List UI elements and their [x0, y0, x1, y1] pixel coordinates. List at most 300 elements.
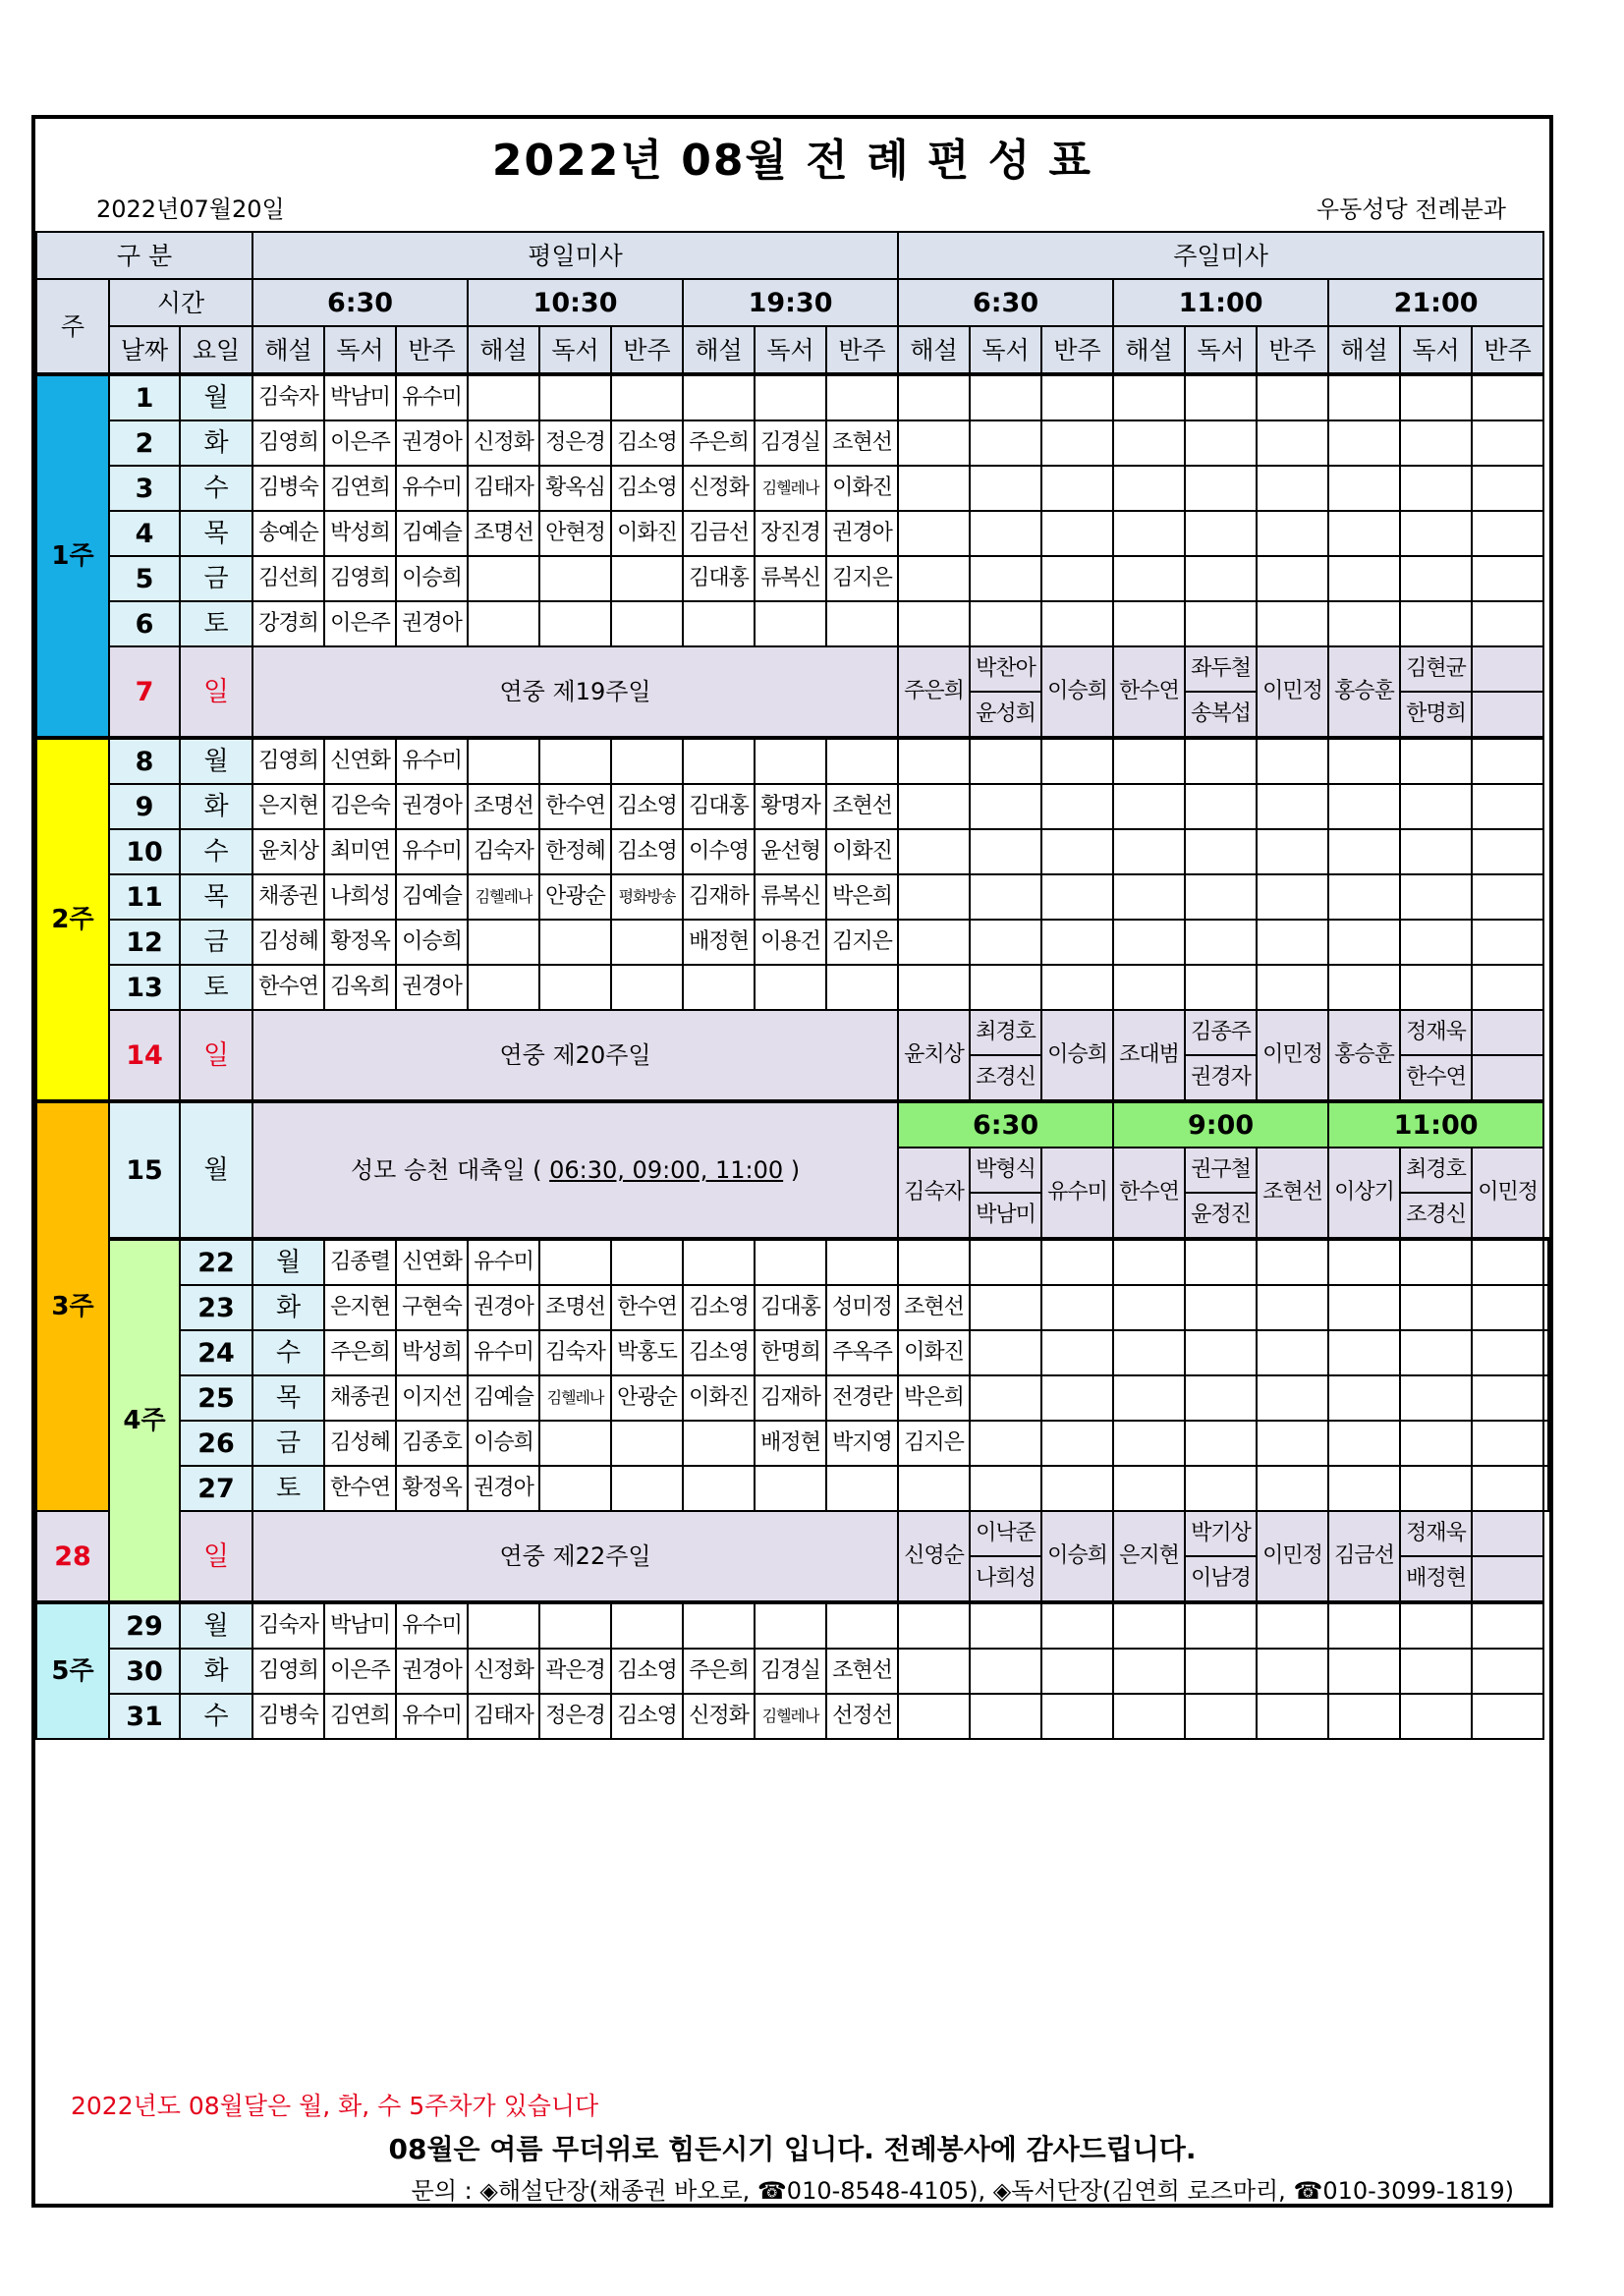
assignee-cell: 김헬레나: [468, 874, 539, 920]
assignee-cell: 김재하: [755, 1375, 826, 1421]
assignee-cell: 김대홍: [683, 556, 755, 601]
assignee-cell: 권경아: [396, 784, 468, 829]
header-role: 해설: [1113, 326, 1185, 374]
assignee-cell: 황정옥: [396, 1466, 468, 1511]
assignee-cell: 이화진: [826, 466, 898, 511]
assignee-cell: [826, 1239, 898, 1285]
assignee-cell: 김태자: [468, 1694, 539, 1739]
day-cell: 금: [180, 920, 252, 965]
assignee-cell: 황옥심: [539, 466, 611, 511]
assignee-cell: 이승희: [1041, 646, 1113, 738]
assignee-cell: 이승희: [1041, 1511, 1113, 1602]
day-cell: 월: [180, 374, 252, 420]
empty-cell: [1328, 1285, 1400, 1330]
empty-cell: [1257, 1466, 1328, 1511]
assignee-cell: [468, 601, 539, 646]
date-cell: 31: [109, 1694, 180, 1739]
assignee-cell: 유수미: [396, 738, 468, 784]
empty-cell: [1328, 738, 1400, 784]
footer-thanks: 08월은 여름 무더위로 힘든시기 입니다. 전례봉사에 감사드립니다.: [388, 2133, 1197, 2165]
empty-cell: [1185, 829, 1257, 874]
assignee-cell: 주옥주: [826, 1330, 898, 1375]
assignee-cell: 유수미: [396, 1694, 468, 1739]
empty-cell: [970, 920, 1041, 965]
empty-cell: [1472, 1421, 1543, 1466]
empty-cell: [1257, 511, 1328, 556]
assignee-cell: 김재하: [683, 874, 755, 920]
assignee-cell: 김헬레나: [539, 1375, 611, 1421]
assignee-cell: 한명희: [1400, 692, 1472, 738]
assignee-cell: 조대범: [1113, 1010, 1185, 1101]
empty-cell: [1400, 466, 1472, 511]
empty-cell: [1257, 784, 1328, 829]
assignee-cell: 이화진: [611, 511, 683, 556]
assignee-cell: [468, 920, 539, 965]
assignee-cell: [468, 556, 539, 601]
assignee-cell: [611, 1239, 683, 1285]
day-cell: 목: [180, 874, 252, 920]
assignee-cell: [539, 738, 611, 784]
empty-cell: [970, 1375, 1041, 1421]
empty-cell: [970, 374, 1041, 420]
assignee-cell: [468, 965, 539, 1010]
assignee-cell: 윤성희: [970, 692, 1041, 738]
empty-cell: [1113, 1330, 1185, 1375]
assignee-cell: [539, 374, 611, 420]
empty-cell: [970, 1285, 1041, 1330]
assignee-cell: 유수미: [396, 829, 468, 874]
empty-cell: [1257, 874, 1328, 920]
empty-cell: [1113, 1466, 1185, 1511]
empty-cell: [1472, 874, 1543, 920]
assignee-cell: 송예순: [252, 511, 324, 556]
assignee-cell: 김성혜: [324, 1421, 396, 1466]
empty-cell: [1472, 1466, 1543, 1511]
empty-cell: [1041, 1466, 1113, 1511]
assignee-cell: 배정현: [683, 920, 755, 965]
assignee-cell: 권경아: [396, 965, 468, 1010]
week-label: 2주: [36, 738, 109, 1101]
header-role: 독서: [539, 326, 611, 374]
date-cell: 29: [109, 1602, 180, 1649]
empty-cell: [1041, 965, 1113, 1010]
assignee-cell: 박찬아: [970, 646, 1041, 692]
time-sunday-3: 21:00: [1328, 279, 1543, 326]
assignee-cell: 김종렬: [324, 1239, 396, 1285]
empty-cell: [1472, 511, 1543, 556]
date-cell: 9: [109, 784, 180, 829]
assignee-cell: 김숙자: [539, 1330, 611, 1375]
empty-cell: [898, 601, 970, 646]
week-label: 4주: [109, 1239, 180, 1602]
empty-cell: [1472, 784, 1543, 829]
header-role: 반주: [826, 326, 898, 374]
assignee-cell: 김병숙: [252, 1694, 324, 1739]
assignee-cell: [898, 1239, 970, 1285]
assignee-cell: 신정화: [683, 1694, 755, 1739]
assignee-cell: 류복신: [755, 556, 826, 601]
empty-cell: [1185, 374, 1257, 420]
empty-cell: [1185, 920, 1257, 965]
assignee-cell: 안현정: [539, 511, 611, 556]
empty-cell: [1400, 874, 1472, 920]
assignee-cell: 신정화: [683, 466, 755, 511]
assignee-cell: [683, 601, 755, 646]
empty-cell: [1041, 511, 1113, 556]
assignee-cell: 신정화: [468, 420, 539, 466]
empty-cell: [898, 1602, 970, 1649]
empty-cell: [1257, 920, 1328, 965]
empty-cell: [1472, 1602, 1543, 1649]
assignee-cell: 박지영: [826, 1421, 898, 1466]
empty-cell: [1185, 1239, 1257, 1285]
assignee-cell: 김소영: [611, 1649, 683, 1694]
date-cell: 24: [180, 1330, 252, 1375]
sunday-label-text: 연중 제20주일: [499, 1041, 651, 1069]
empty-cell: [1185, 1375, 1257, 1421]
assignee-cell: 조현선: [826, 1649, 898, 1694]
empty-cell: [1041, 1285, 1113, 1330]
empty-cell: [898, 556, 970, 601]
day-cell: 일: [180, 646, 252, 738]
assignee-cell: 최경호: [970, 1010, 1041, 1055]
header-role: 해설: [468, 326, 539, 374]
feast-time: 11:00: [1328, 1101, 1543, 1148]
empty-cell: [1113, 466, 1185, 511]
empty-cell: [898, 466, 970, 511]
empty-cell: [1041, 1421, 1113, 1466]
assignee-cell: 이민정: [1257, 1010, 1328, 1101]
empty-cell: [898, 420, 970, 466]
date-cell: 22: [180, 1239, 252, 1285]
empty-cell: [898, 920, 970, 965]
assignee-cell: 권경자: [1185, 1055, 1257, 1101]
empty-cell: [1472, 1010, 1543, 1055]
assignee-cell: 주은희: [683, 1649, 755, 1694]
assignee-cell: 조현선: [1257, 1148, 1328, 1239]
assignee-cell: [826, 374, 898, 420]
assignee-cell: 권구철: [1185, 1148, 1257, 1193]
empty-cell: [1185, 1285, 1257, 1330]
header-role: 반주: [1041, 326, 1113, 374]
empty-cell: [1041, 1375, 1113, 1421]
empty-cell: [898, 1694, 970, 1739]
assignee-cell: 권경아: [396, 1649, 468, 1694]
day-cell: 화: [252, 1285, 324, 1330]
assignee-cell: 김대홍: [683, 784, 755, 829]
issue-date: 2022년07월20일: [96, 196, 285, 223]
day-cell: 수: [180, 1694, 252, 1739]
assignee-cell: [611, 1421, 683, 1466]
assignee-cell: 채종권: [324, 1375, 396, 1421]
header-role: 독서: [755, 326, 826, 374]
date-cell: 12: [109, 920, 180, 965]
empty-cell: [1328, 1421, 1400, 1466]
assignee-cell: 유수미: [396, 466, 468, 511]
assignee-cell: 김경실: [755, 1649, 826, 1694]
time-weekday-1: 6:30: [252, 279, 468, 326]
assignee-cell: [468, 1602, 539, 1649]
day-cell: 수: [180, 829, 252, 874]
empty-cell: [1400, 1239, 1472, 1285]
empty-cell: [1113, 965, 1185, 1010]
empty-cell: [1185, 420, 1257, 466]
assignee-cell: 김병숙: [252, 466, 324, 511]
empty-cell: [898, 874, 970, 920]
empty-cell: [1400, 920, 1472, 965]
assignee-cell: [683, 374, 755, 420]
empty-cell: [1185, 1694, 1257, 1739]
empty-cell: [1543, 1466, 1548, 1511]
empty-cell: [1041, 374, 1113, 420]
assignee-cell: 정은경: [539, 1694, 611, 1739]
header-role: 독서: [1185, 326, 1257, 374]
day-cell: 토: [252, 1466, 324, 1511]
assignee-cell: [683, 1239, 755, 1285]
assignee-cell: [468, 374, 539, 420]
assignee-cell: 이남경: [1185, 1556, 1257, 1602]
empty-cell: [1113, 1649, 1185, 1694]
assignee-cell: 김금선: [1328, 1511, 1400, 1602]
empty-cell: [1400, 1421, 1472, 1466]
empty-cell: [1328, 511, 1400, 556]
assignee-cell: [539, 965, 611, 1010]
assignee-cell: 조명선: [539, 1285, 611, 1330]
empty-cell: [1041, 738, 1113, 784]
assignee-cell: 홍승훈: [1328, 1010, 1400, 1101]
assignee-cell: 박은희: [826, 874, 898, 920]
assignee-cell: 한수연: [539, 784, 611, 829]
assignee-cell: 이민정: [1472, 1148, 1543, 1239]
empty-cell: [1328, 1239, 1400, 1285]
assignee-cell: 박홍도: [611, 1330, 683, 1375]
empty-cell: [1113, 1421, 1185, 1466]
header-week: 주: [36, 279, 109, 374]
assignee-cell: 김선희: [252, 556, 324, 601]
sunday-label: [252, 1511, 898, 1602]
assignee-cell: 이승희: [396, 556, 468, 601]
date-cell: 11: [109, 874, 180, 920]
empty-cell: [1543, 1330, 1548, 1375]
assignee-cell: 강경희: [252, 601, 324, 646]
assignee-cell: 신영순: [898, 1511, 970, 1602]
assignee-cell: [611, 601, 683, 646]
assignee-cell: [468, 738, 539, 784]
assignee-cell: 김은숙: [324, 784, 396, 829]
day-cell: 토: [180, 601, 252, 646]
empty-cell: [1257, 829, 1328, 874]
empty-cell: [1185, 511, 1257, 556]
empty-cell: [970, 829, 1041, 874]
assignee-cell: 이수영: [683, 829, 755, 874]
week-label: 5주: [36, 1602, 109, 1739]
assignee-cell: 김소영: [611, 1694, 683, 1739]
assignee-cell: 이화진: [683, 1375, 755, 1421]
assignee-cell: 한수연: [1113, 1148, 1185, 1239]
empty-cell: [970, 1466, 1041, 1511]
assignee-cell: 조현선: [898, 1285, 970, 1330]
assignee-cell: 박남미: [324, 1602, 396, 1649]
day-cell: 월: [180, 1602, 252, 1649]
assignee-cell: 권경아: [396, 601, 468, 646]
parish-name: 우동성당 전례분과: [1316, 196, 1506, 223]
header-role: 해설: [683, 326, 755, 374]
header-role: 해설: [1328, 326, 1400, 374]
feast-label: [252, 1101, 898, 1239]
empty-cell: [1400, 511, 1472, 556]
assignee-cell: 김태자: [468, 466, 539, 511]
day-cell: 화: [180, 420, 252, 466]
empty-cell: [1185, 965, 1257, 1010]
assignee-cell: 정재욱: [1400, 1511, 1472, 1556]
empty-cell: [1472, 829, 1543, 874]
date-cell: 23: [180, 1285, 252, 1330]
empty-cell: [1328, 920, 1400, 965]
assignee-cell: 황명자: [755, 784, 826, 829]
assignee-cell: 조경신: [970, 1055, 1041, 1101]
header-sunday-mass: 주일미사: [898, 232, 1543, 279]
assignee-cell: 나희성: [324, 874, 396, 920]
date-cell: 26: [180, 1421, 252, 1466]
day-cell: 목: [180, 511, 252, 556]
assignee-cell: 윤치상: [898, 1010, 970, 1101]
header-day: 요일: [180, 326, 252, 374]
assignee-cell: [611, 556, 683, 601]
assignee-cell: 이승희: [468, 1421, 539, 1466]
day-cell: 월: [180, 738, 252, 784]
assignee-cell: 최미연: [324, 829, 396, 874]
assignee-cell: 조명선: [468, 511, 539, 556]
empty-cell: [1400, 1375, 1472, 1421]
empty-cell: [1257, 374, 1328, 420]
assignee-cell: 주은희: [898, 646, 970, 738]
footer-contact: 문의 : ◈해설단장(채종권 바오로, ☎010-8548-4105), ◈독서단장(김연희 로즈마리, ☎010-3099-1819): [411, 2177, 1514, 2205]
empty-cell: [1041, 1649, 1113, 1694]
time-sunday-2: 11:00: [1113, 279, 1328, 326]
empty-cell: [1113, 1602, 1185, 1649]
date-cell: 6: [109, 601, 180, 646]
assignee-cell: 김숙자: [252, 1602, 324, 1649]
empty-cell: [1257, 1421, 1328, 1466]
empty-cell: [1328, 1375, 1400, 1421]
day-cell: 금: [252, 1421, 324, 1466]
assignee-cell: 홍승훈: [1328, 646, 1400, 738]
feast-time: 9:00: [1113, 1101, 1328, 1148]
empty-cell: [1472, 1330, 1543, 1375]
time-weekday-3: 19:30: [683, 279, 898, 326]
header-role: 반주: [1472, 326, 1543, 374]
header-role: 독서: [1400, 326, 1472, 374]
empty-cell: [1185, 738, 1257, 784]
header-gubun: 구 분: [36, 232, 252, 279]
date-cell: 27: [180, 1466, 252, 1511]
assignee-cell: 신연화: [396, 1239, 468, 1285]
date-cell: 13: [109, 965, 180, 1010]
empty-cell: [1113, 874, 1185, 920]
empty-cell: [1113, 1694, 1185, 1739]
empty-cell: [1400, 1330, 1472, 1375]
empty-cell: [1185, 556, 1257, 601]
assignee-cell: 송복섭: [1185, 692, 1257, 738]
empty-cell: [1113, 1285, 1185, 1330]
empty-cell: [1472, 1375, 1543, 1421]
feast-label-text: 성모 승천 대축일 ( 06:30, 09:00, 11:00 ): [350, 1156, 801, 1184]
empty-cell: [1328, 466, 1400, 511]
header-role: 독서: [970, 326, 1041, 374]
empty-cell: [1257, 1602, 1328, 1649]
header-role: 반주: [611, 326, 683, 374]
assignee-cell: 김소영: [611, 420, 683, 466]
assignee-cell: 한수연: [1400, 1055, 1472, 1101]
empty-cell: [1113, 1375, 1185, 1421]
empty-cell: [970, 511, 1041, 556]
empty-cell: [1113, 601, 1185, 646]
assignee-cell: [539, 920, 611, 965]
empty-cell: [1400, 1694, 1472, 1739]
assignee-cell: 이화진: [898, 1330, 970, 1375]
empty-cell: [1472, 692, 1543, 738]
empty-cell: [1543, 1421, 1548, 1466]
assignee-cell: 한수연: [324, 1466, 396, 1511]
empty-cell: [970, 738, 1041, 784]
date-cell: 5: [109, 556, 180, 601]
header-role: 해설: [252, 326, 324, 374]
assignee-cell: [755, 601, 826, 646]
assignee-cell: 김소영: [683, 1330, 755, 1375]
assignee-cell: 김예슬: [396, 511, 468, 556]
assignee-cell: [683, 1466, 755, 1511]
assignee-cell: [539, 556, 611, 601]
empty-cell: [1472, 1649, 1543, 1694]
empty-cell: [1257, 1649, 1328, 1694]
empty-cell: [1113, 556, 1185, 601]
time-weekday-2: 10:30: [468, 279, 683, 326]
header-date: 날짜: [109, 326, 180, 374]
day-cell: 화: [180, 1649, 252, 1694]
empty-cell: [1328, 1694, 1400, 1739]
empty-cell: [1185, 784, 1257, 829]
assignee-cell: 윤치상: [252, 829, 324, 874]
empty-cell: [970, 874, 1041, 920]
assignee-cell: 조현선: [826, 420, 898, 466]
assignee-cell: 한명희: [755, 1330, 826, 1375]
assignee-cell: [755, 1602, 826, 1649]
sunday-label-text: 연중 제19주일: [499, 678, 651, 705]
empty-cell: [1041, 920, 1113, 965]
date-cell: 2: [109, 420, 180, 466]
time-sunday-1: 6:30: [898, 279, 1113, 326]
assignee-cell: 권경아: [468, 1466, 539, 1511]
assignee-cell: [826, 965, 898, 1010]
assignee-cell: 김예슬: [396, 874, 468, 920]
assignee-cell: 김숙자: [252, 374, 324, 420]
assignee-cell: 김대홍: [755, 1285, 826, 1330]
header-role: 반주: [1257, 326, 1328, 374]
assignee-cell: 구현숙: [396, 1285, 468, 1330]
date-cell: 1: [109, 374, 180, 420]
empty-cell: [970, 420, 1041, 466]
assignee-cell: [611, 920, 683, 965]
assignee-cell: 김헬레나: [755, 466, 826, 511]
empty-cell: [970, 466, 1041, 511]
empty-cell: [970, 1239, 1041, 1285]
date-cell: 7: [109, 646, 180, 738]
empty-cell: [1328, 829, 1400, 874]
assignee-cell: 유수미: [1041, 1148, 1113, 1239]
empty-cell: [1328, 1330, 1400, 1375]
week-label: 1주: [36, 374, 109, 738]
assignee-cell: 박기상: [1185, 1511, 1257, 1556]
